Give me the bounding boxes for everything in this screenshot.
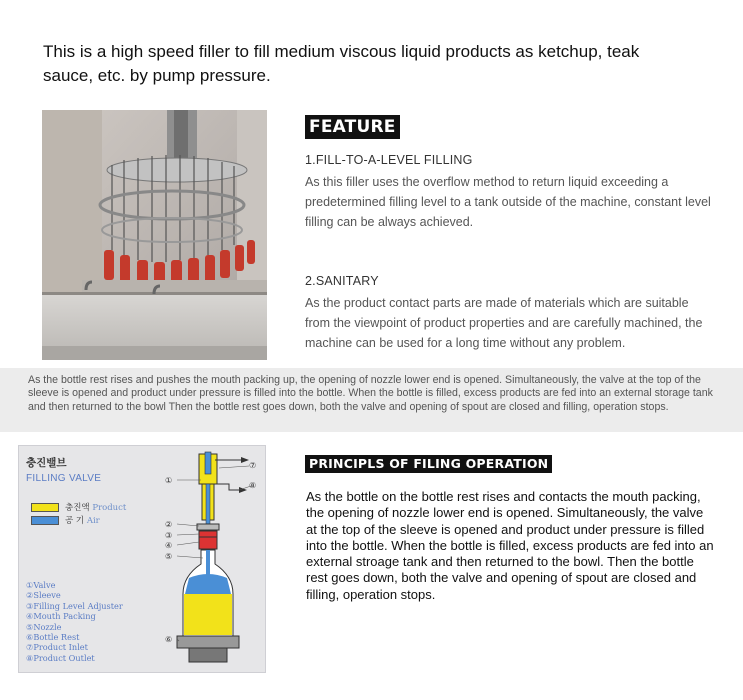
callout-6: ⑥ [165, 635, 173, 644]
operation-summary-band [0, 368, 743, 432]
feature-2-title: 2.SANITARY [305, 274, 379, 288]
callout-7: ⑦ [249, 461, 257, 470]
callout-4: ④ [165, 541, 173, 550]
principles-heading: PRINCIPLS OF FILING OPERATION [305, 455, 552, 473]
filling-valve-diagram [18, 445, 266, 673]
callout-5: ⑤ [165, 552, 173, 561]
operation-summary-text: As the bottle rest rises and pushes the mouth packing up, the opening of nozzle lower end is opened. Simultaneously, the valve at the top of the sleeve is opened and product under pressure is filled into the bottle. When the bottle is filled, excess products are fed into an external storage tank and then returned to the bowl Then the bottle rest goes down, both the valve and opening of spout are closed and filling, operation stops. [28, 374, 713, 413]
legend-air-ko: 공 기 [65, 516, 85, 526]
legend-product-en: Product [92, 503, 127, 513]
part-item: ②Sleeve [26, 590, 61, 601]
filler-machine-photo [42, 110, 267, 360]
diagram-title-korean: 충진밸브 [26, 457, 67, 469]
feature-heading: FEATURE [305, 115, 400, 139]
callout-8: ⑧ [249, 481, 257, 490]
part-item: ⑧Product Outlet [26, 652, 95, 663]
diagram-title-english: FILLING VALVE [26, 473, 102, 484]
part-item: ⑦Product Inlet [26, 642, 88, 653]
callout-1: ① [165, 476, 173, 485]
part-item: ⑤Nozzle [26, 621, 62, 632]
part-item: ③Filling Level Adjuster [26, 600, 123, 611]
callout-2: ② [165, 520, 173, 529]
valve-drawing [19, 446, 265, 672]
legend-air-en: Air [86, 516, 100, 526]
callout-3: ③ [165, 531, 173, 540]
part-item: ⑥Bottle Rest [26, 632, 80, 643]
intro-text: This is a high speed filler to fill medium viscous liquid products as ketchup, teak sauce, etc. by pump pressure. [43, 42, 640, 85]
legend-product-ko: 충진액 [65, 503, 90, 513]
principles-body: As the bottle on the bottle rest rises and contacts the mouth packing, the opening of nozzle lower end is opened. Simultaneously, the valve at the top of the sleeve is opened and product under pressure is filled into the bottle. When the bottle is filled, excess products are fed into an external stroage tank and then returned to the bowl. Then the bottle rest goes down, both the valve and opening of spout are closed and filling, operation stops. [306, 489, 714, 602]
feature-1-title: 1.FILL-TO-A-LEVEL FILLING [305, 153, 473, 167]
feature-2-body: As the product contact parts are made of materials which are suitable from the viewpoint of product properties and are carefully machined, the machine can be used for a long time without any problem. [305, 296, 703, 350]
feature-1-body: As this filler uses the overflow method to return liquid exceeding a predetermined filling level to a tank outside of the machine, constant level filling can be always achieved. [305, 175, 711, 229]
part-item: ①Valve [26, 580, 56, 590]
part-item: ④Mouth Packing [26, 611, 96, 622]
